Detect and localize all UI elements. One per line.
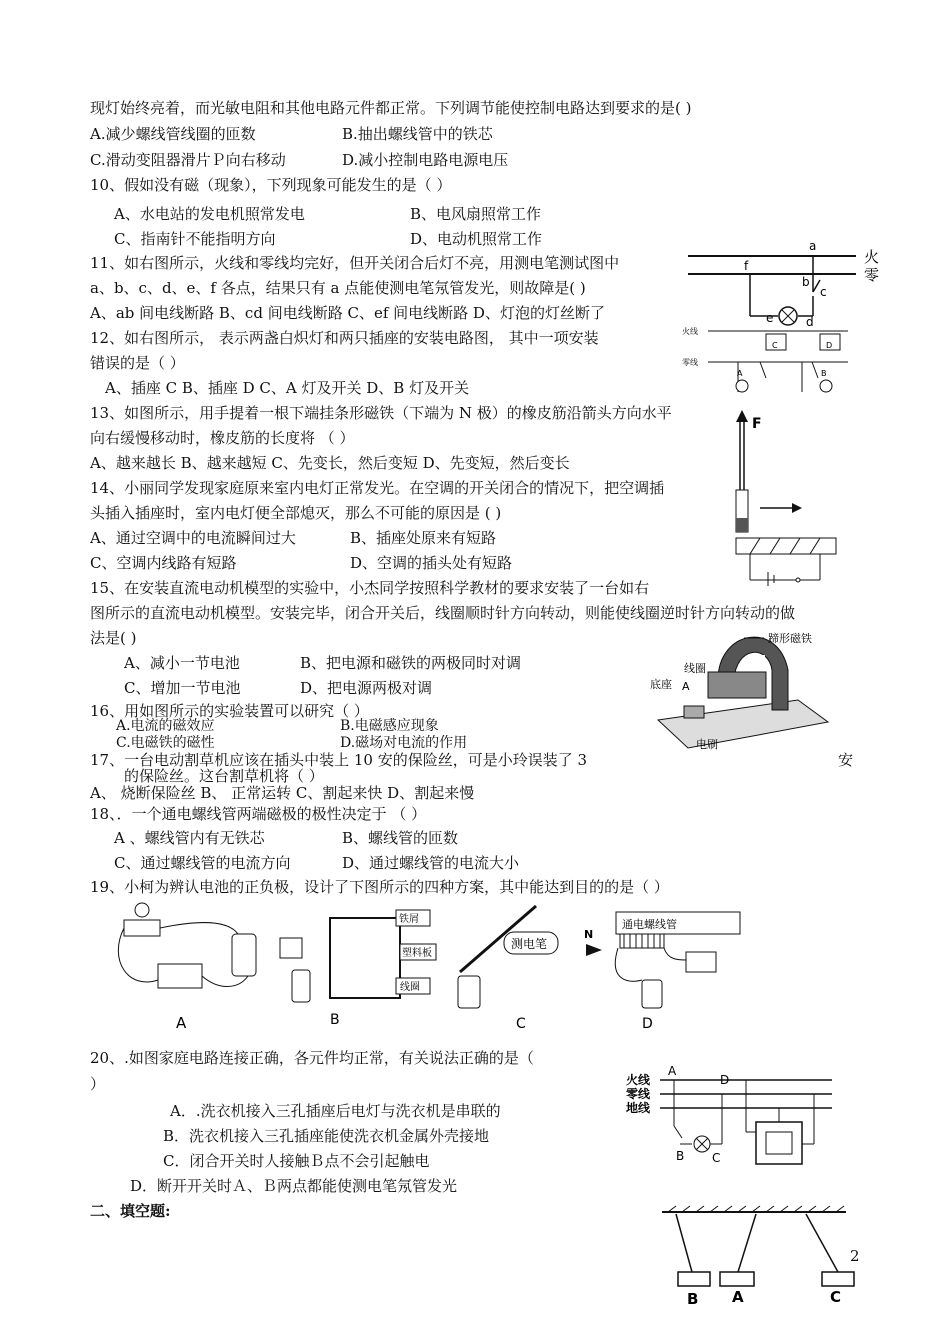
question-17: 17、一台电动割草机应该在插头中装上 10 安的保险丝，可是小玲误装了 3 xyxy=(90,751,588,769)
question-13: 13、如图所示，用手提着一根下端挂条形磁铁（下端为 N 极）的橡皮筋沿箭头方向水平 xyxy=(90,404,672,422)
svg-text:底座: 底座 xyxy=(650,678,672,691)
svg-text:零线: 零线 xyxy=(682,358,698,367)
svg-text:A: A xyxy=(737,369,743,378)
option-a: A、通过空调中的电流瞬间过大 xyxy=(90,529,296,547)
neutral-label: 零 xyxy=(864,266,880,284)
svg-text:B: B xyxy=(330,1012,340,1028)
fig-hanging-objects xyxy=(662,1206,852,1316)
option-c: C、增加一节电池 xyxy=(124,679,241,697)
svg-text:A: A xyxy=(732,1288,744,1306)
question-13-options: A、越来越长 B、越来越短 C、先变长，然后变短 D、先变短，然后变长 xyxy=(90,454,570,472)
question-10: 10、假如没有磁（现象），下列现象可能发生的是（ ） xyxy=(90,176,452,194)
svg-text:B: B xyxy=(821,369,827,378)
svg-text:N: N xyxy=(756,653,767,667)
question-20-cont: ） xyxy=(90,1075,106,1093)
svg-text:a: a xyxy=(809,239,817,253)
question-17-options: A、 烧断保险丝 B、 正常运转 C、割起来快 D、割起来慢 xyxy=(90,784,475,802)
question-11-options: A、ab 间电线断路 B、cd 间电线断路 C、ef 间电线断路 D、灯泡的灯丝断了 xyxy=(90,304,605,322)
option-d: D．断开开关时Ａ、Ｂ两点都能使测电笔氖管发光 xyxy=(130,1177,458,1195)
svg-text:零线: 零线 xyxy=(626,1087,651,1101)
option-b: B.电磁感应现象 xyxy=(340,718,439,734)
svg-text:火线: 火线 xyxy=(626,1073,651,1087)
svg-text:C: C xyxy=(516,1016,526,1032)
option-d: D、空调的插头处有短路 xyxy=(350,554,513,572)
fig-q11-circuit xyxy=(688,239,888,329)
svg-text:C: C xyxy=(772,341,778,350)
option-b: B、把电源和磁铁的两极同时对调 xyxy=(300,654,522,672)
question-12-cont: 错误的是（ ） xyxy=(90,354,185,372)
live-label: 火 xyxy=(864,248,880,266)
fig-q13-magnet xyxy=(730,410,850,590)
svg-text:C: C xyxy=(830,1288,842,1306)
question-12-options: A、插座 C B、插座 D C、A 灯及开关 D、B 灯及开关 xyxy=(105,379,470,397)
svg-text:塑料板: 塑料板 xyxy=(402,948,432,959)
option-b: B.抽出螺线管中的铁芯 xyxy=(342,125,493,143)
question-16: 16、用如图所示的实验装置可以研究（ ） xyxy=(90,702,369,720)
option-a: A、水电站的发电机照常发电 xyxy=(114,205,305,223)
question-18: 18、．一个通电螺线管两端磁极的极性决定于 （ ） xyxy=(90,805,427,823)
question-15: 15、在安装直流电动机模型的实验中，小杰同学按照科学教材的要求安装了一台如右 xyxy=(90,579,650,597)
option-b: B、螺线管的匝数 xyxy=(342,829,459,847)
svg-text:电刷: 电刷 xyxy=(696,738,718,751)
svg-text:火线: 火线 xyxy=(682,327,698,336)
question-19: 19、小柯为辨认电池的正负极，设计了下图所示的四种方案，其中能达到目的的是（ ） xyxy=(90,878,669,896)
option-c: C.电磁铁的磁性 xyxy=(116,735,215,751)
svg-text:测电笔: 测电笔 xyxy=(511,937,548,951)
question-14: 14、小丽同学发现家庭原来室内电灯正常发光。在空调的开关闭合的情况下，把空调插 xyxy=(90,479,665,497)
question-12: 12、如右图所示， 表示两盏白炽灯和两只插座的安装电路图， 其中一项安装 xyxy=(90,329,599,347)
svg-text:通电螺线管: 通电螺线管 xyxy=(622,918,677,931)
question-15-cont2: 法是( ) xyxy=(90,629,137,647)
svg-text:D: D xyxy=(826,341,833,350)
option-c: C、空调内线路有短路 xyxy=(90,554,237,572)
svg-text:b: b xyxy=(802,275,810,289)
option-a: A 、螺线管内有无铁芯 xyxy=(114,829,265,847)
svg-text:A: A xyxy=(682,680,690,693)
svg-text:铁屑: 铁屑 xyxy=(399,914,419,925)
option-a: A．.洗衣机接入三孔插座后电灯与洗衣机是串联的 xyxy=(170,1102,501,1120)
question-15-cont: 图所示的直流电动机模型。安装完毕，闭合开关后，线圈顺时针方向转动，则能使线圈逆时针方向转动的做 xyxy=(90,604,796,622)
svg-text:N: N xyxy=(584,928,594,941)
fig-q19-schemes xyxy=(108,900,758,1035)
option-c: C、指南针不能指明方向 xyxy=(114,230,276,248)
option-d: D、通过螺线管的电流大小 xyxy=(342,854,520,872)
svg-text:B: B xyxy=(676,1149,685,1163)
fig-q12-circuit xyxy=(682,322,860,402)
option-d: D.磁场对电流的作用 xyxy=(340,735,468,751)
section-heading: 二、填空题: xyxy=(90,1202,171,1220)
option-d: D、电动机照常工作 xyxy=(410,230,543,248)
svg-text:A: A xyxy=(668,1064,677,1078)
option-d: D.减小控制电路电源电压 xyxy=(342,151,509,169)
option-b: B、电风扇照常工作 xyxy=(410,205,542,223)
svg-text:线圈: 线圈 xyxy=(400,982,420,993)
svg-text:D: D xyxy=(720,1073,730,1087)
fig-q15-motor xyxy=(648,610,838,760)
svg-text:d: d xyxy=(806,315,814,329)
svg-text:B: B xyxy=(687,1290,699,1308)
svg-text:蹄形磁铁: 蹄形磁铁 xyxy=(768,632,812,645)
svg-text:A: A xyxy=(176,1014,187,1032)
question-11: 11、如右图所示，火线和零线均完好，但开关闭合后灯不亮，用测电笔测试图中 xyxy=(90,254,620,272)
svg-text:c: c xyxy=(820,285,827,299)
question-17-unit: 安 xyxy=(838,751,854,769)
question-14-cont: 头插入插座时，室内电灯便全部熄灭，那么不可能的原因是 ( ) xyxy=(90,504,502,522)
svg-text:D: D xyxy=(642,1016,653,1032)
option-d: D、把电源两极对调 xyxy=(300,679,433,697)
question-13-cont: 向右缓慢移动时，橡皮筋的长度将 （ ） xyxy=(90,429,355,447)
option-a: A.电流的磁效应 xyxy=(116,718,215,734)
svg-text:e: e xyxy=(766,311,774,325)
question-20: 20、.如图家庭电路连接正确，各元件均正常，有关说法正确的是（ xyxy=(90,1049,534,1067)
option-c: C.滑动变阻器滑片Ｐ向右移动 xyxy=(90,151,286,169)
fig-q20-household-circuit xyxy=(626,1064,844,1178)
option-b: B．洗衣机接入三孔插座能使洗衣机金属外壳接地 xyxy=(163,1127,490,1145)
svg-text:线圈: 线圈 xyxy=(684,662,706,675)
svg-text:F: F xyxy=(752,416,762,432)
option-a: A.减少螺线管线圈的匝数 xyxy=(90,125,256,143)
question-11-cont: a、b、c、d、e、f 各点，结果只有 a 点能使测电笔氖管发光，则故障是( ) xyxy=(90,279,586,297)
option-c: C、通过螺线管的电流方向 xyxy=(114,854,291,872)
svg-text:地线: 地线 xyxy=(626,1101,651,1115)
text-line: 现灯始终亮着，而光敏电阻和其他电路元件都正常。下列调节能使控制电路达到要求的是( ) xyxy=(90,99,692,117)
question-17-cont: 的保险丝。这台割草机将（ ） xyxy=(124,767,324,785)
option-b: B、插座处原来有短路 xyxy=(350,529,497,547)
option-a: A、减小一节电池 xyxy=(124,654,240,672)
svg-text:f: f xyxy=(744,259,749,273)
page-number: 2 xyxy=(850,1247,860,1265)
option-c: C．闭合开关时人接触Ｂ点不会引起触电 xyxy=(163,1152,430,1170)
svg-text:C: C xyxy=(712,1151,721,1165)
